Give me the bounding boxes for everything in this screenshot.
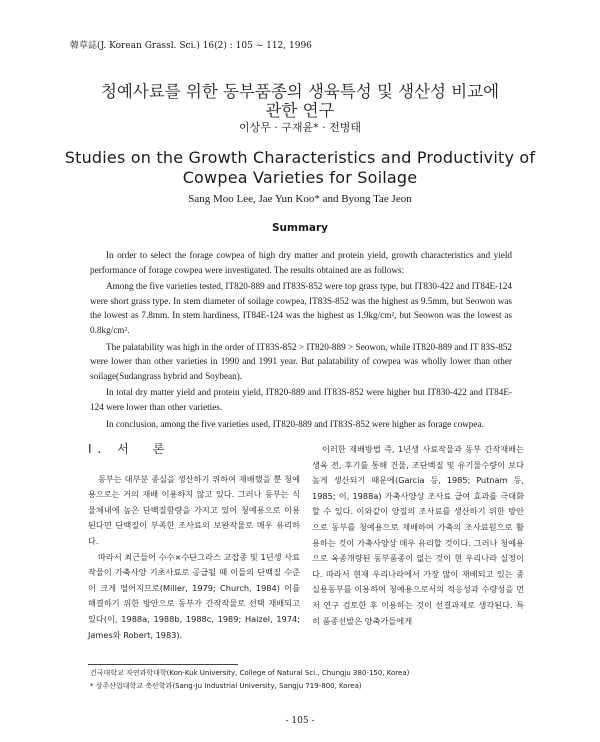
journal-header: 韓草誌(J. Korean Grassl. Sci.) 16(2) : 105 ~ 112, 1996	[70, 41, 312, 51]
page-number: - 105 -	[285, 716, 315, 726]
abstract-paragraph-3: The palatability was high in the order of IT83S-852 > IT820-889 > Seowon, while IT820-889 and IT 83S-852 were lower than other varieties in 1990 and 1991 year. But palatability of cowpea was wholly lower than other soilage(Sudangrass hybrid and Soybean).	[90, 341, 512, 381]
body-left-column	[88, 442, 300, 643]
footnote-rule	[88, 664, 238, 665]
english-title-line-1: Studies on the Growth Characteristics and Productivity of	[64, 148, 536, 167]
abstract-paragraph-1: In order to select the forage cowpea of high dry matter and protein yield, growth characteristics and yield performance of forage cowpea were investigated. The results obtained are as follows:	[90, 250, 512, 275]
english-title-line-2: Cowpea Varieties for Soilage	[182, 168, 418, 187]
abstract-paragraph-5: In conclusion, among the five varieties used, IT820-889 and IT83S-852 were higher as forage cowpea.	[106, 418, 484, 429]
abstract-paragraph-4: In total dry matter yield and protein yield, IT820-889 and IT83S-852 were higher but IT830-422 and IT84E-124 were lower than other varieties.	[90, 387, 512, 412]
korean-title-line-1: 청예사료를 위한 동부품종의 생육특성 및 생산성 비교에	[100, 82, 500, 101]
korean-authors: 이상무 · 구재윤* · 전병태	[238, 121, 362, 134]
abstract	[90, 248, 512, 433]
footnote-2: * 상주산업대학교 축산학과(Sang-Ju Industrial University, Sangju 719-800, Korea)	[90, 682, 362, 690]
summary-heading: Summary	[271, 222, 329, 234]
abstract-paragraph-2: Among the five varieties tested, IT820-889 and IT83S-852 were top grass type, but IT830-422 and IT84E-124 were short grass type. In stem diameter of soilage cowpea, IT83S-852 was the highest as 9.5mm, but Seowon was the lowest as 7.8mm. In stem hardiness, IT84E-124 was the highest as 1.9kg/cm², but Seowon was the lowest as 0.8kg/cm².	[90, 281, 512, 335]
footnote-1: 건국대학교 자연과학대학(Kon-Kuk University, College of Natural Sci., Chungju 380-150, Korea)	[90, 669, 410, 677]
left-paragraph-2: 따라서 최근들어 수수×수단그라스 교잡종 및 1년생 사료작물이 가축사양 기초사료로 공급될 때 이들의 단백질 수준이 크게 떨어지므로(Miller, 1979; Church, 1984) 이를 해결하기 위한 방안으로 동부가 간작작물로 선택 재배되고 있다(이, 1988a, 1988b, 1988c, 1989; Haizel, 1974; James와 Robert, 1983).	[88, 551, 300, 640]
right-paragraph-1: 이러한 재배방법 즉, 1년생 사료작물과 동부 간작재배는 생육 전, 후기를 통해 건물, 조단백질 및 유기물수량이 보다 높게 생산되기 때문에(Garcia 등, 1985; Putnam 등, 1985; 이, 1988a) 가축사양상 조사료 급여 효과를 극대화 할 수 있다. 이와같이 양질의 조사료를 생산하기 위한 방안으로 동부를 청예용으로 재배하여 가축의 조사료원으로 활용하는 것이 가축사양상 매우 유리할 것이다. 그러나 청예용으로 육종개량된 동부품종이 없는 것이 현 우리나라 실정이다. 따라서 현재 우리나라에서 가장 많이 재배되고 있는 종실용동부를 이용하여 청예용으로서의 적응성과 수량성을 먼저 연구 검토한 후 이용하는 것이 선결과제로 생각된다. 특히 품종선발은 양축가들에게	[312, 444, 524, 626]
english-authors: Sang Moo Lee, Jae Yun Koo* and Byong Tae Jeon	[188, 193, 412, 205]
korean-title-line-2: 관한 연구	[265, 101, 335, 120]
section-heading: I. 서 론	[88, 442, 171, 456]
body-right-column	[312, 442, 524, 629]
left-paragraph-1: 동부는 대부분 종실을 생산하기 위하여 재배했을 뿐 청예용으로는 거의 재배 이용하지 않고 있다. 그러나 동부는 식물체내에 높은 단백질함량을 가지고 있어 청예용으로 이용 된다면 단백질이 부족한 조사료의 보완작물로 매우 유리하다.	[88, 473, 300, 546]
